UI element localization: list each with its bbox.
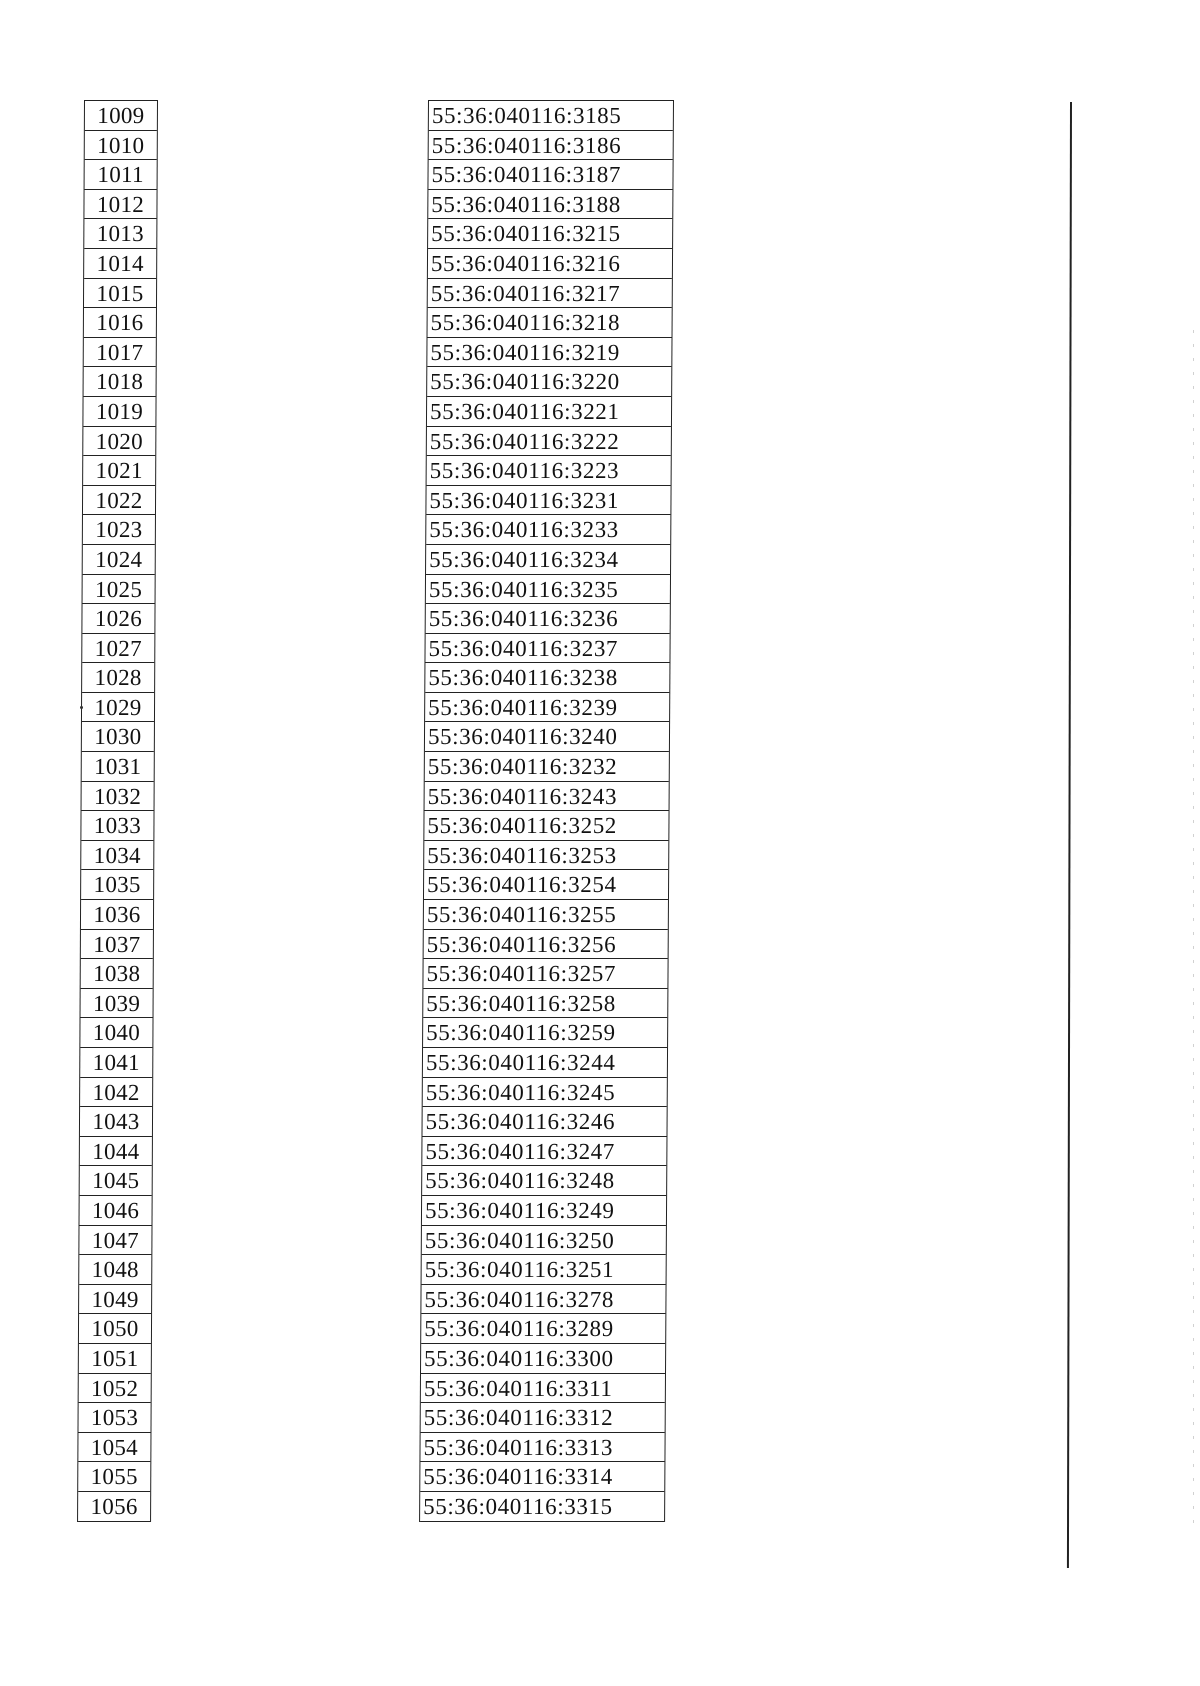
cadastral-number-cell: 55:36:040116:3258 xyxy=(423,989,667,1019)
row-number-column xyxy=(77,100,158,1522)
row-number-cell: 1046 xyxy=(79,1196,151,1226)
row-number-cell: 1021 xyxy=(83,456,155,486)
cadastral-number-cell: 55:36:040116:3245 xyxy=(423,1078,667,1108)
cadastral-number-cell: 55:36:040116:3243 xyxy=(425,782,669,812)
row-number-cell: 1023 xyxy=(83,515,155,545)
cadastral-number-cell: 55:36:040116:3259 xyxy=(423,1018,667,1048)
row-number-cell: 1049 xyxy=(79,1285,151,1315)
row-number-cell: 1036 xyxy=(81,900,153,930)
cadastral-number-cell: 55:36:040116:3278 xyxy=(421,1285,665,1315)
scan-edge-artifact xyxy=(1193,330,1194,1530)
cadastral-number-cell: 55:36:040116:3239 xyxy=(425,693,669,723)
cadastral-number-cell: 55:36:040116:3254 xyxy=(424,870,668,900)
row-number-cell: 1041 xyxy=(80,1048,152,1078)
cadastral-number-cell: 55:36:040116:3221 xyxy=(427,397,671,427)
row-number-cell: 1042 xyxy=(80,1078,152,1108)
row-number-cell: 1033 xyxy=(81,811,153,841)
cadastral-number-cell: 55:36:040116:3246 xyxy=(422,1107,666,1137)
cadastral-number-cell: 55:36:040116:3185 xyxy=(429,101,673,131)
cadastral-number-cell: 55:36:040116:3289 xyxy=(421,1314,665,1344)
row-number-cell: 1016 xyxy=(84,308,156,338)
row-number-cell: 1015 xyxy=(84,279,156,309)
row-number-cell: 1026 xyxy=(82,604,154,634)
row-number-cell: 1012 xyxy=(84,190,156,220)
row-number-cell: 1029 xyxy=(82,693,154,723)
scan-speck xyxy=(80,706,83,709)
cadastral-number-cell: 55:36:040116:3248 xyxy=(422,1166,666,1196)
row-number-cell: 1056 xyxy=(78,1492,150,1522)
cadastral-number-cell: 55:36:040116:3222 xyxy=(427,427,671,457)
row-number-cell: 1014 xyxy=(84,249,156,279)
cadastral-number-cell: 55:36:040116:3312 xyxy=(421,1403,665,1433)
cadastral-number-cell: 55:36:040116:3188 xyxy=(428,190,672,220)
row-number-cell: 1025 xyxy=(83,575,155,605)
cadastral-number-cell: 55:36:040116:3300 xyxy=(421,1344,665,1374)
cadastral-number-cell: 55:36:040116:3187 xyxy=(428,160,672,190)
cadastral-number-cell: 55:36:040116:3311 xyxy=(421,1374,665,1404)
cadastral-number-cell: 55:36:040116:3215 xyxy=(428,219,672,249)
row-number-cell: 1044 xyxy=(80,1137,152,1167)
cadastral-number-cell: 55:36:040116:3240 xyxy=(425,722,669,752)
cadastral-number-cell: 55:36:040116:3253 xyxy=(424,841,668,871)
row-number-cell: 1018 xyxy=(84,367,156,397)
cadastral-number-cell: 55:36:040116:3314 xyxy=(420,1462,664,1492)
row-number-cell: 1040 xyxy=(80,1018,152,1048)
cadastral-number-cell: 55:36:040116:3233 xyxy=(426,515,670,545)
row-number-cell: 1032 xyxy=(82,782,154,812)
cadastral-number-cell: 55:36:040116:3249 xyxy=(422,1196,666,1226)
row-number-cell: 1035 xyxy=(81,870,153,900)
cadastral-number-cell: 55:36:040116:3232 xyxy=(425,752,669,782)
cadastral-number-column xyxy=(419,100,674,1522)
cadastral-number-cell: 55:36:040116:3313 xyxy=(420,1433,664,1463)
cadastral-number-cell: 55:36:040116:3220 xyxy=(427,367,671,397)
row-number-cell: 1043 xyxy=(80,1107,152,1137)
row-number-cell: 1050 xyxy=(79,1314,151,1344)
row-number-cell: 1027 xyxy=(82,634,154,664)
row-number-cell: 1055 xyxy=(78,1462,150,1492)
cadastral-number-cell: 55:36:040116:3257 xyxy=(423,959,667,989)
cadastral-number-cell: 55:36:040116:3255 xyxy=(424,900,668,930)
row-number-cell: 1048 xyxy=(79,1255,151,1285)
row-number-cell: 1034 xyxy=(81,841,153,871)
cadastral-number-cell: 55:36:040116:3223 xyxy=(427,456,671,486)
cadastral-number-cell: 55:36:040116:3256 xyxy=(424,930,668,960)
cadastral-number-cell: 55:36:040116:3238 xyxy=(425,663,669,693)
row-number-cell: 1028 xyxy=(82,663,154,693)
cadastral-number-cell: 55:36:040116:3237 xyxy=(425,634,669,664)
row-number-cell: 1039 xyxy=(81,989,153,1019)
cadastral-number-cell: 55:36:040116:3216 xyxy=(428,249,672,279)
row-number-cell: 1031 xyxy=(82,752,154,782)
cadastral-number-cell: 55:36:040116:3231 xyxy=(426,486,670,516)
cadastral-number-cell: 55:36:040116:3315 xyxy=(420,1492,664,1522)
row-number-cell: 1020 xyxy=(83,427,155,457)
cadastral-number-cell: 55:36:040116:3247 xyxy=(422,1137,666,1167)
row-number-cell: 1009 xyxy=(85,101,157,131)
cadastral-number-cell: 55:36:040116:3244 xyxy=(423,1048,667,1078)
cadastral-number-cell: 55:36:040116:3235 xyxy=(426,575,670,605)
row-number-cell: 1047 xyxy=(79,1226,151,1256)
row-number-cell: 1019 xyxy=(83,397,155,427)
cadastral-number-cell: 55:36:040116:3218 xyxy=(428,308,672,338)
row-number-cell: 1013 xyxy=(84,219,156,249)
cadastral-number-cell: 55:36:040116:3186 xyxy=(429,131,673,161)
cadastral-number-cell: 55:36:040116:3217 xyxy=(428,279,672,309)
row-number-cell: 1052 xyxy=(79,1374,151,1404)
row-number-cell: 1024 xyxy=(83,545,155,575)
row-number-cell: 1045 xyxy=(80,1166,152,1196)
row-number-cell: 1051 xyxy=(79,1344,151,1374)
row-number-cell: 1038 xyxy=(81,959,153,989)
cadastral-number-cell: 55:36:040116:3250 xyxy=(422,1226,666,1256)
cadastral-number-cell: 55:36:040116:3234 xyxy=(426,545,670,575)
row-number-cell: 1017 xyxy=(84,338,156,368)
right-border-line xyxy=(1067,102,1072,1568)
cadastral-number-cell: 55:36:040116:3251 xyxy=(422,1255,666,1285)
row-number-cell: 1010 xyxy=(85,131,157,161)
cadastral-number-cell: 55:36:040116:3236 xyxy=(426,604,670,634)
row-number-cell: 1011 xyxy=(85,160,157,190)
cadastral-number-cell: 55:36:040116:3219 xyxy=(427,338,671,368)
row-number-cell: 1053 xyxy=(78,1403,150,1433)
row-number-cell: 1022 xyxy=(83,486,155,516)
row-number-cell: 1030 xyxy=(82,722,154,752)
cadastral-number-cell: 55:36:040116:3252 xyxy=(424,811,668,841)
row-number-cell: 1054 xyxy=(78,1433,150,1463)
row-number-cell: 1037 xyxy=(81,930,153,960)
